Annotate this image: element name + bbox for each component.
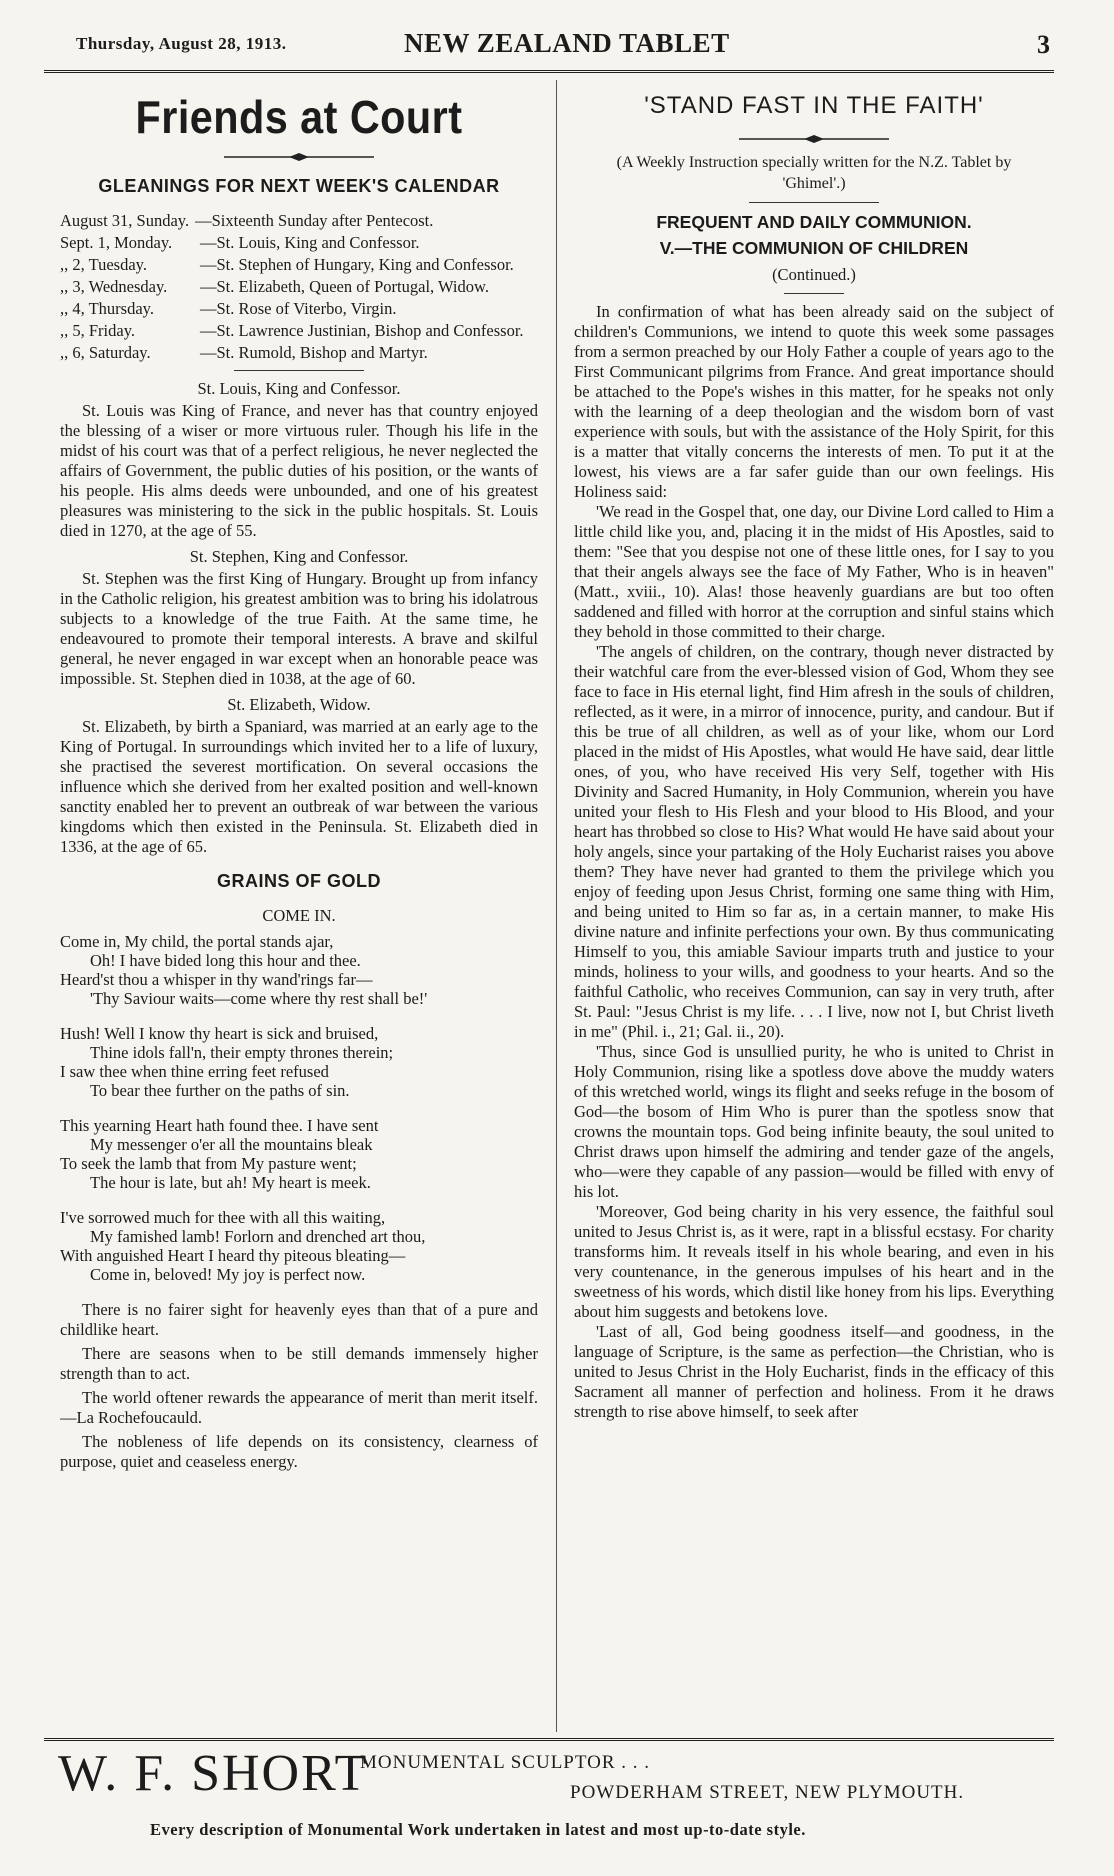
- poem-line: This yearning Heart hath found thee. I have sent: [60, 1116, 379, 1135]
- article-paragraph: 'Moreover, God being charity in his very essence, the faithful soul united to Jesus Christ is, as it were, rapt in a blissful ecstasy. For charity transforms him. It reveals itself in his whole bearing, and even in his very countenance, in the generous impulses of his heart and in the sweetness of his words, which distil like honey from his lips. Everything about him suggests and betokens love.: [574, 1202, 1054, 1321]
- article-paragraph: 'We read in the Gospel that, one day, our Divine Lord called to Him a little child like you, and, placing it in the midst of His Apostles, said to them: "See that you despise not one of these little ones, for I say to you that their angels always see the face of My Father, Who is in heaven" (Matt., xviii., 10). Alas! those heavenly guardians are but too often saddened and filled with horror at the corruption and sinful stains which they behold in those committed to their charge.: [574, 502, 1054, 641]
- divider: [234, 370, 364, 371]
- article-paragraph: 'Last of all, God being goodness itself—and goodness, in the language of Scripture, is the same as perfection—the Christian, who is united to Jesus Christ in the Holy Eucharist, finds in the efficacy of this Sacrament all manner of perfection and holiness. From it he draws strength to rise above himself, to seek after: [574, 1322, 1054, 1421]
- calendar-feast: —Sixteenth Sunday after Pentecost.: [195, 211, 434, 230]
- maxim: The world oftener rewards the appearance of merit than merit itself.—La Rochefoucauld.: [60, 1388, 538, 1427]
- poem-line: 'Thy Saviour waits—come where thy rest shall be!': [90, 989, 428, 1008]
- poem-line: I've sorrowed much for thee with all this waiting,: [60, 1208, 386, 1227]
- poem-stanza: [60, 1208, 538, 1284]
- calendar-entry: [60, 233, 538, 252]
- calendar-entry: [60, 299, 538, 318]
- calendar-date: August 31, Sunday.: [60, 211, 190, 230]
- article-body: [574, 302, 1054, 1422]
- calendar-date: ,, 2, Tuesday.: [60, 255, 147, 274]
- divider: [749, 202, 879, 203]
- poem-line: The hour is late, but ah! My heart is meek.: [90, 1173, 371, 1192]
- calendar-date: ,, 4, Thursday.: [60, 299, 154, 318]
- advertiser-description: Every description of Monumental Work undertaken in latest and most up-to-date style.: [150, 1820, 806, 1839]
- poem-line: Hush! Well I know thy heart is sick and bruised,: [60, 1024, 379, 1043]
- advertiser-name: W. F. SHORT: [58, 1745, 369, 1802]
- calendar-date: ,, 6, Saturday.: [60, 343, 151, 362]
- column-divider: [556, 80, 557, 1732]
- maxim: There are seasons when to be still demands immensely higher strength than to act.: [60, 1344, 538, 1383]
- grains-of-gold-heading: GRAINS OF GOLD: [217, 871, 381, 891]
- poem-line: To bear thee further on the paths of sin.: [90, 1081, 350, 1100]
- poem-line: Thine idols fall'n, their empty thrones therein;: [90, 1043, 394, 1062]
- calendar-date: ,, 5, Friday.: [60, 321, 136, 340]
- poem-line: My famished lamb! Forlorn and drenched art thou,: [90, 1227, 426, 1246]
- instruction-intro: (A Weekly Instruction specially written for the N.Z. Tablet by 'Ghimel'.): [616, 154, 1012, 192]
- poem-line: With anguished Heart I heard thy piteous bleating—: [60, 1246, 406, 1265]
- poem-line: Come in, beloved! My joy is perfect now.: [90, 1265, 366, 1284]
- poem-line: I saw thee when thine erring feet refused: [60, 1062, 329, 1081]
- poem-stanza: [60, 1116, 538, 1192]
- poem-title: COME IN.: [262, 906, 336, 925]
- calendar-entry: [60, 321, 538, 340]
- stand-fast-title: 'STAND FAST IN THE FAITH': [644, 92, 984, 119]
- calendar-feast: —St. Elizabeth, Queen of Portugal, Widow.: [200, 277, 489, 296]
- calendar-feast: —St. Stephen of Hungary, King and Confessor.: [200, 255, 514, 274]
- calendar-entry: [60, 255, 538, 274]
- elizabeth-paragraph: St. Elizabeth, by birth a Spaniard, was married at an early age to the King of Portugal. In surroundings which invited her to a life of luxury, she practised the severest mortification. On several occasions the influence which she derived from her exalted position and well-known sanctity enabled her to prevent an outbreak of war between the various kingdoms which then existed in the Peninsula. St. Elizabeth died in 1336, at the age of 65.: [60, 717, 538, 856]
- maxims: [60, 1300, 538, 1472]
- ornament-rule-icon: [224, 152, 374, 162]
- masthead-rule: [44, 70, 1054, 73]
- publication-title: NEW ZEALAND TABLET: [404, 28, 730, 58]
- calendar-date: ,, 3, Wednesday.: [60, 277, 168, 296]
- calendar-feast: —St. Louis, King and Confessor.: [200, 233, 420, 252]
- communion-heading: FREQUENT AND DAILY COMMUNION.: [656, 212, 972, 232]
- poem-line: Heard'st thou a whisper in thy wand'rings far—: [60, 970, 373, 989]
- poem-line: My messenger o'er all the mountains bleak: [90, 1135, 373, 1154]
- elizabeth-heading: St. Elizabeth, Widow.: [227, 695, 371, 714]
- masthead: [44, 28, 1054, 70]
- calendar-date: Sept. 1, Monday.: [60, 233, 173, 252]
- issue-date: Thursday, August 28, 1913.: [76, 34, 287, 53]
- calendar-feast: —St. Rose of Viterbo, Virgin.: [200, 299, 397, 318]
- article-paragraph: 'The angels of children, on the contrary, though never distracted by their watchful care from the ever-blessed vision of God, Whom they see face to face in His eternal light, find Him afresh in the souls of children, reflected, as it were, in a mirror of innocence, purity, and candour. But if this be true of all children, as well as of your like, whom our Lord placed in the midst of His Apostles, what would He have said, dear little ones, of you, who have received His very Self, together with His Divinity and Sacred Humanity, in Holy Communion, wherein you have united your flesh to His Flesh and your blood to His Blood, and your heart has throbbed so close to His? What would He have said about your holy angels, since your partaking of the Holy Eucharist raises you above them? They have never had granted to them the privilege which you enjoy of feeding upon Jesus Christ, forming one same thing with Him, and being united to Him so far as, in a certain manner, to make His divine nature and infinite perfections your own. By thus communicating Himself to you, this amiable Saviour imparts truth and justice to your minds, holiness to your wills, and goodness to your hearts. And so the faithful Catholic, who receives Communion, can say in very truth, after St. Paul: "Jesus Christ is my life. . . . I live, now not I, but Christ liveth in me" (Phil. i., 21; Gal. ii., 20).: [574, 642, 1054, 1041]
- calendar-feast: —St. Lawrence Justinian, Bishop and Confessor.: [200, 321, 524, 340]
- article-paragraph: 'Thus, since God is unsullied purity, he who is united to Christ in Holy Communion, rising like a spotless dove above the muddy waters of this wretched world, wings its flight and seeks refuge in the bosom of God—the bosom of Him Who is purer than the spotless snow that crowns the mountain tops. God being infinite beauty, the soul united to Christ draws upon himself the admiring and tender gaze of the angels, who—were they capable of any passion—would be filled with envy of his lot.: [574, 1042, 1054, 1201]
- friends-at-court-title: Friends at Court: [135, 91, 463, 143]
- poem-stanza: [60, 1024, 538, 1100]
- children-heading: V.—THE COMMUNION OF CHILDREN: [659, 238, 969, 258]
- divider: [784, 293, 844, 294]
- calendar-entry: [60, 277, 538, 296]
- ornament-rule-icon: [739, 134, 889, 144]
- advertiser-address: POWDERHAM STREET, NEW PLYMOUTH.: [570, 1782, 965, 1803]
- calendar-entry: [60, 211, 538, 230]
- ad-rule: [44, 1738, 1054, 1741]
- poem-stanza: [60, 932, 538, 1008]
- poem-line: Come in, My child, the portal stands ajar,: [60, 932, 334, 951]
- poem-line: To seek the lamb that from My pasture went;: [60, 1154, 357, 1173]
- calendar-heading: GLEANINGS FOR NEXT WEEK'S CALENDAR: [98, 176, 500, 196]
- maxim: The nobleness of life depends on its consistency, clearness of purpose, quiet and ceaseless energy.: [60, 1432, 538, 1471]
- louis-heading: St. Louis, King and Confessor.: [197, 379, 401, 398]
- stephen-heading: St. Stephen, King and Confessor.: [189, 547, 409, 566]
- louis-paragraph: St. Louis was King of France, and never has that country enjoyed the blessing of a wiser or more virtuous ruler. Though his life in the midst of his court was that of a perfect religious, he never neglected the affairs of Government, the public duties of his position, or the wants of his people. His alms deeds were unbounded, and one of his greatest pleasures was ministering to the sick in the public hospitals. St. Louis died in 1270, at the age of 55.: [60, 401, 538, 540]
- continued-label: (Continued.): [772, 265, 856, 284]
- calendar-entry: [60, 343, 538, 362]
- left-column: [60, 84, 538, 1734]
- article-paragraph: In confirmation of what has been already said on the subject of children's Communions, we intend to quote this week some passages from a sermon preached by our Holy Father a couple of years ago to the First Communicant pilgrims from France. And great importance should be attached to the Pope's wishes in this matter, for he speaks not only with the learning of a deep theologian and the wisdom born of vast experience with souls, but with the assistance of the Holy Spirit, for this is a matter that vitally concerns the interests of men. To put it at the lowest, his views are a far safer guide than our own feelings. His Holiness said:: [574, 302, 1054, 501]
- stephen-paragraph: St. Stephen was the first King of Hungary. Brought up from infancy in the Catholic religion, his greatest ambition was to bring his idolatrous subjects to a knowledge of the true Faith. At the same time, he endeavoured to promote their temporal interests. A brave and skilful general, he never engaged in war except when an honorable peace was impossible. St. Stephen died in 1038, at the age of 60.: [60, 569, 538, 688]
- advertiser-trade: MONUMENTAL SCULPTOR . . .: [360, 1752, 651, 1773]
- poem: [60, 932, 538, 1284]
- page-number: 3: [1037, 30, 1050, 59]
- maxim: There is no fairer sight for heavenly eyes than that of a pure and childlike heart.: [60, 1300, 538, 1339]
- right-column: [574, 84, 1054, 1734]
- poem-line: Oh! I have bided long this hour and thee.: [90, 951, 361, 970]
- calendar-list: [60, 211, 538, 362]
- calendar-feast: —St. Rumold, Bishop and Martyr.: [200, 343, 428, 362]
